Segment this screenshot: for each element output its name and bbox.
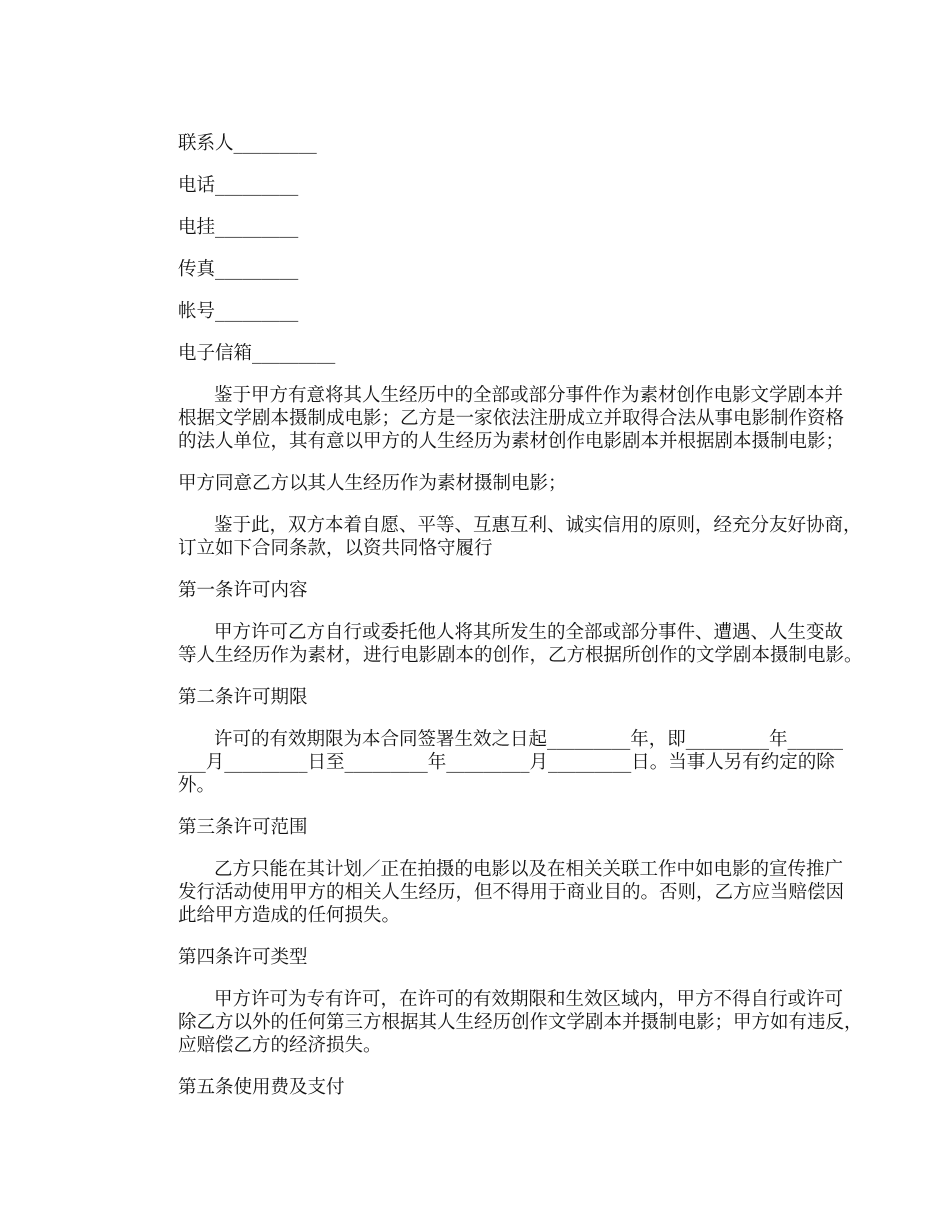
telegraph-field: 电挂_________ bbox=[178, 217, 299, 238]
paragraph-line: 订立如下合同条款，以资共同恪守履行 bbox=[178, 538, 493, 559]
recital-paragraph-1 bbox=[142, 384, 845, 453]
paragraph-line: 等人生经历作为素材，进行电影剧本的创作，乙方根据所创作的文学剧本摄制电影。 bbox=[178, 645, 863, 666]
paragraph-line: 鉴于此，双方本着自愿、平等、互惠互利、诚实信用的原则，经充分友好协商， bbox=[214, 515, 862, 536]
account-field: 帐号_________ bbox=[178, 301, 299, 322]
article-2-text bbox=[142, 728, 844, 797]
document-body bbox=[142, 132, 863, 1118]
article-3-heading: 第三条许可范围 bbox=[178, 817, 308, 838]
paragraph-line: 许可的有效期限为本合同签署生效之日起_________年，即_________年______ bbox=[214, 729, 844, 750]
recital-paragraph-2: 甲方同意乙方以其人生经历作为素材摄制电影； bbox=[178, 473, 567, 494]
article-1-text bbox=[142, 621, 863, 667]
paragraph-line: 外。 bbox=[178, 775, 216, 796]
recital-paragraph-3 bbox=[142, 514, 862, 560]
paragraph-line: 甲方许可为专有许可，在许可的有效期限和生效区域内，甲方不得自行或许可 bbox=[214, 989, 844, 1010]
email-field: 电子信箱_________ bbox=[178, 343, 336, 364]
article-3-text bbox=[142, 858, 845, 927]
paragraph-line: 的法人单位，其有意以甲方的人生经历为素材创作电影剧本并根据剧本摄制电影； bbox=[178, 431, 845, 452]
article-4-heading: 第四条许可类型 bbox=[178, 947, 308, 968]
contact-person-field: 联系人_________ bbox=[178, 133, 317, 154]
article-1-heading: 第一条许可内容 bbox=[178, 580, 308, 601]
paragraph-line: 甲方许可乙方自行或委托他人将其所发生的全部或部分事件、遭遇、人生变故 bbox=[214, 622, 844, 643]
article-5-heading: 第五条使用费及支付 bbox=[178, 1077, 345, 1098]
paragraph-line: 除乙方以外的任何第三方根据其人生经历创作文学剧本并摄制电影；甲方如有违反， bbox=[178, 1012, 863, 1033]
phone-field: 电话_________ bbox=[178, 175, 299, 196]
paragraph-line: 鉴于甲方有意将其人生经历中的全部或部分事件作为素材创作电影文学剧本并 bbox=[214, 385, 844, 406]
fax-field: 传真_________ bbox=[178, 259, 299, 280]
paragraph-line: ___月_________日至_________年_________月_________日。当事人另有约定的除 bbox=[178, 752, 835, 773]
paragraph-line: 应赔偿乙方的经济损失。 bbox=[178, 1035, 382, 1056]
paragraph-line: 此给甲方造成的任何损失。 bbox=[178, 905, 401, 926]
paragraph-line: 乙方只能在其计划／正在拍摄的电影以及在相关关联工作中如电影的宣传推广 bbox=[214, 859, 844, 880]
article-4-text bbox=[142, 988, 863, 1057]
paragraph-line: 发行活动使用甲方的相关人生经历，但不得用于商业目的。否则，乙方应当赔偿因 bbox=[178, 882, 845, 903]
article-2-heading: 第二条许可期限 bbox=[178, 687, 308, 708]
paragraph-line: 根据文学剧本摄制成电影；乙方是一家依法注册成立并取得合法从事电影制作资格 bbox=[178, 408, 845, 429]
